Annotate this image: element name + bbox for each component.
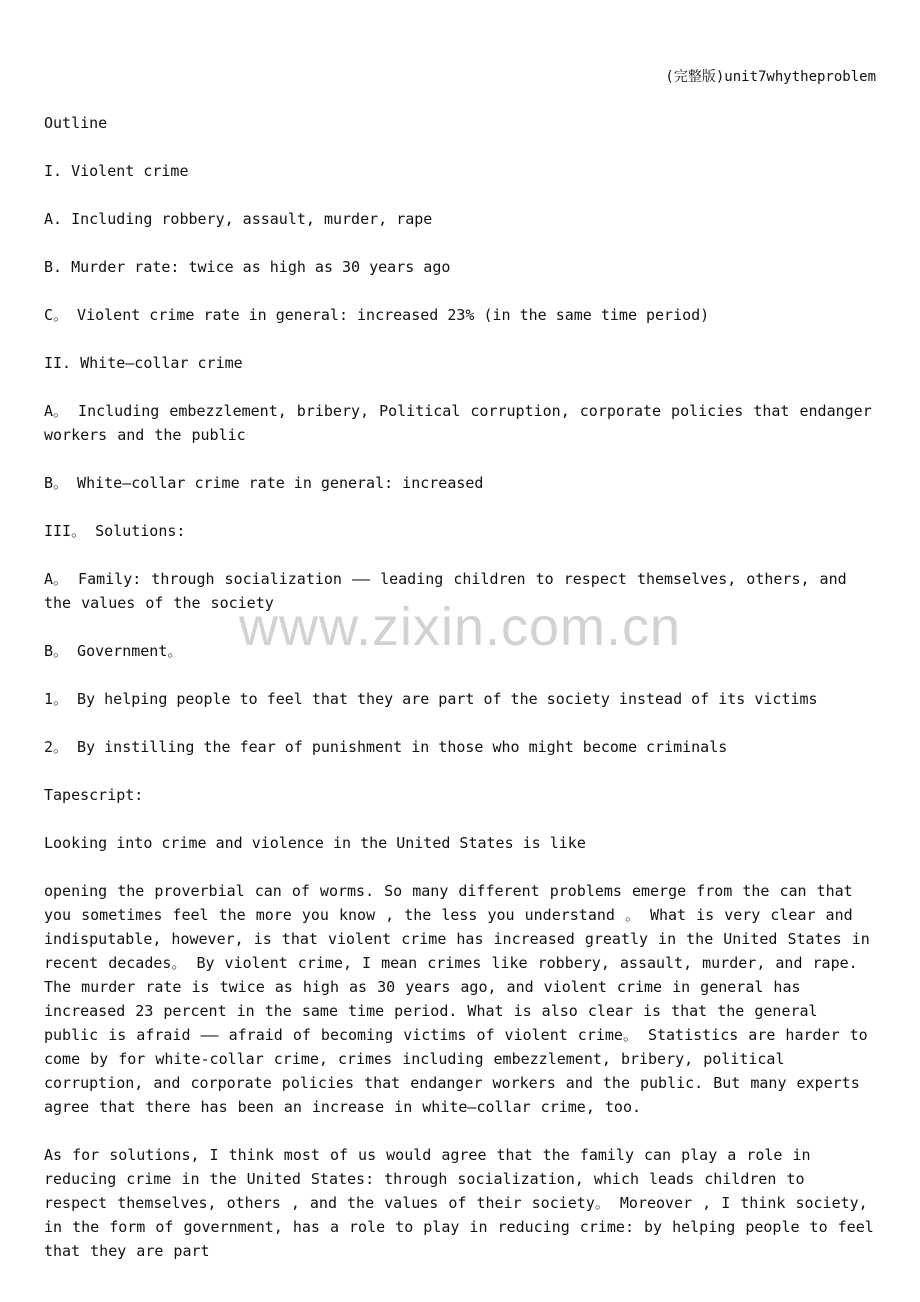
outline-line: A. Including robbery, assault, murder, rape [44, 210, 433, 228]
outline-line: B. Murder rate: twice as high as 30 years ago [44, 258, 451, 276]
outline-heading: Outline [44, 114, 108, 132]
outline-line: II. White—collar crime [44, 354, 243, 372]
outline-line: B。 White—collar crime rate in general: increased [44, 474, 484, 492]
page-header: (完整版)unit7whytheproblem [665, 69, 876, 85]
outline-line: 1。 By helping people to feel that they are part of the society instead of its victims [44, 690, 818, 708]
tapescript-paragraph: As for solutions, I think most of us would agree that the family can play a role in reducing crime in the United States: through socialization, which leads children to respect themselves, others , and the values of their society。 Moreover , I think society, in the form of government, has a role to play in reducing crime: by helping people to feel that they are part [44, 1146, 874, 1260]
outline-line: I. Violent crime [44, 162, 189, 180]
outline-line: C。 Violent crime rate in general: increased 23% (in the same time period) [44, 306, 710, 324]
document-body [44, 111, 876, 1287]
outline-line: B。 Government。 [44, 642, 183, 660]
outline-line: III。 Solutions: [44, 522, 186, 540]
tapescript-intro: Looking into crime and violence in the United States is like [44, 834, 586, 852]
outline-line: 2。 By instilling the fear of punishment in those who might become criminals [44, 738, 728, 756]
outline-line: A。 Including embezzlement, bribery, Political corruption, corporate policies that endanger workers and the public [44, 402, 872, 444]
watermark: www.zixin.com.cn [238, 597, 682, 657]
outline-line: A。 Family: through socialization —— leading children to respect themselves, others, and the values of the society [44, 570, 847, 612]
tapescript-paragraph: opening the proverbial can of worms. So many different problems emerge from the can that you sometimes feel the more you know , the less you understand 。 What is very clear and indisputable, however, is that violent crime has increased greatly in the United States in recent decades。 By violent crime, I mean crimes like robbery, assault, murder, and rape. The murder rate is twice as high as 30 years ago, and violent crime in general has increased 23 percent in the same time period. What is also clear is that the general public is afraid —— afraid of becoming victims of violent crime。 Statistics are harder to come by for white-collar crime, crimes including embezzlement, bribery, political corruption, and corporate policies that endanger workers and the public. But many experts agree that there has been an increase in white—collar crime, too. [44, 882, 870, 1116]
tapescript-heading: Tapescript: [44, 786, 144, 804]
